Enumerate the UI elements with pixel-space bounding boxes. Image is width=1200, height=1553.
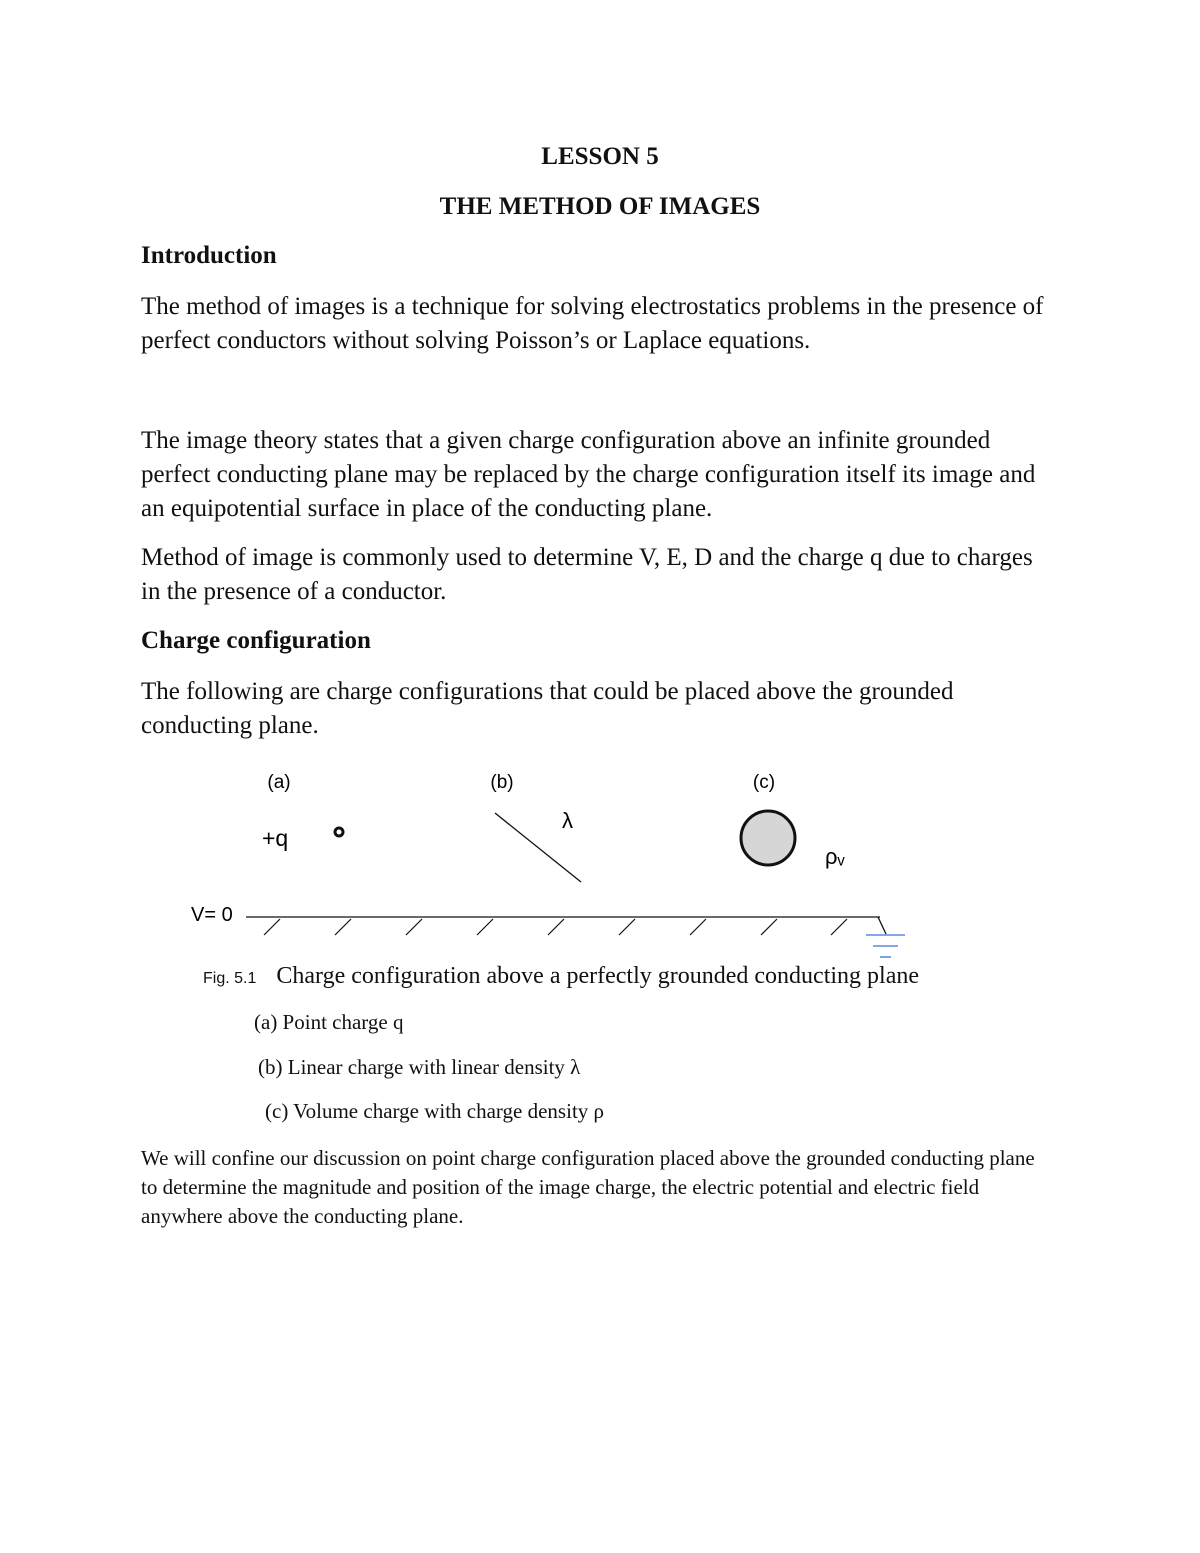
ground-symbol-icon: [866, 917, 905, 957]
lesson-title: LESSON 5: [541, 143, 659, 170]
figure-caption-text: Charge configuration above a perfectly grounded conducting plane: [276, 963, 920, 989]
lambda-label: λ: [562, 808, 573, 833]
rho-label: ρᵥ: [825, 844, 845, 869]
figure-label-a: (a): [267, 772, 291, 793]
charge-config-paragraph: The following are charge configurations that could be placed above the grounded conducting plane.: [141, 678, 954, 739]
plane-potential-label: V= 0: [191, 904, 233, 926]
charge-config-heading: Charge configuration: [141, 627, 371, 654]
page-title: THE METHOD OF IMAGES: [439, 193, 761, 220]
list-item: (a) Point charge q: [254, 1010, 404, 1034]
figure-caption: [203, 963, 919, 990]
point-charge-label: +q: [262, 825, 289, 851]
figure-label-b: (b): [490, 772, 514, 793]
plane-hatching: [264, 919, 847, 935]
point-charge-dot: [335, 828, 343, 836]
closing-paragraph: We will confine our discussion on point charge configuration placed above the grounded conducting plane to determine the magnitude and position of the image charge, the electric potential and electric field anywhere above the conducting plane.: [141, 1146, 1035, 1228]
list-item: (c) Volume charge with charge density ρ: [265, 1099, 605, 1123]
figure-label-c: (c): [752, 772, 776, 793]
intro-paragraph-1: The method of images is a technique for solving electrostatics problems in the presence of perfect conductors without solving Poisson’s or Laplace equations.: [141, 293, 1044, 354]
volume-charge-sphere: [741, 811, 795, 865]
figure-number: Fig. 5.1: [203, 970, 257, 987]
intro-paragraph-2: The image theory states that a given charge configuration above an infinite grounded perfect conducting plane may be replaced by the charge configuration itself its image and an equipotential surface in place of the conducting plane.: [141, 427, 1036, 522]
intro-heading: Introduction: [141, 242, 277, 269]
intro-paragraph-3: Method of image is commonly used to determine V, E, D and the charge q due to charges in the presence of a conductor.: [141, 544, 1033, 605]
list-item: (b) Linear charge with linear density λ: [258, 1055, 581, 1079]
